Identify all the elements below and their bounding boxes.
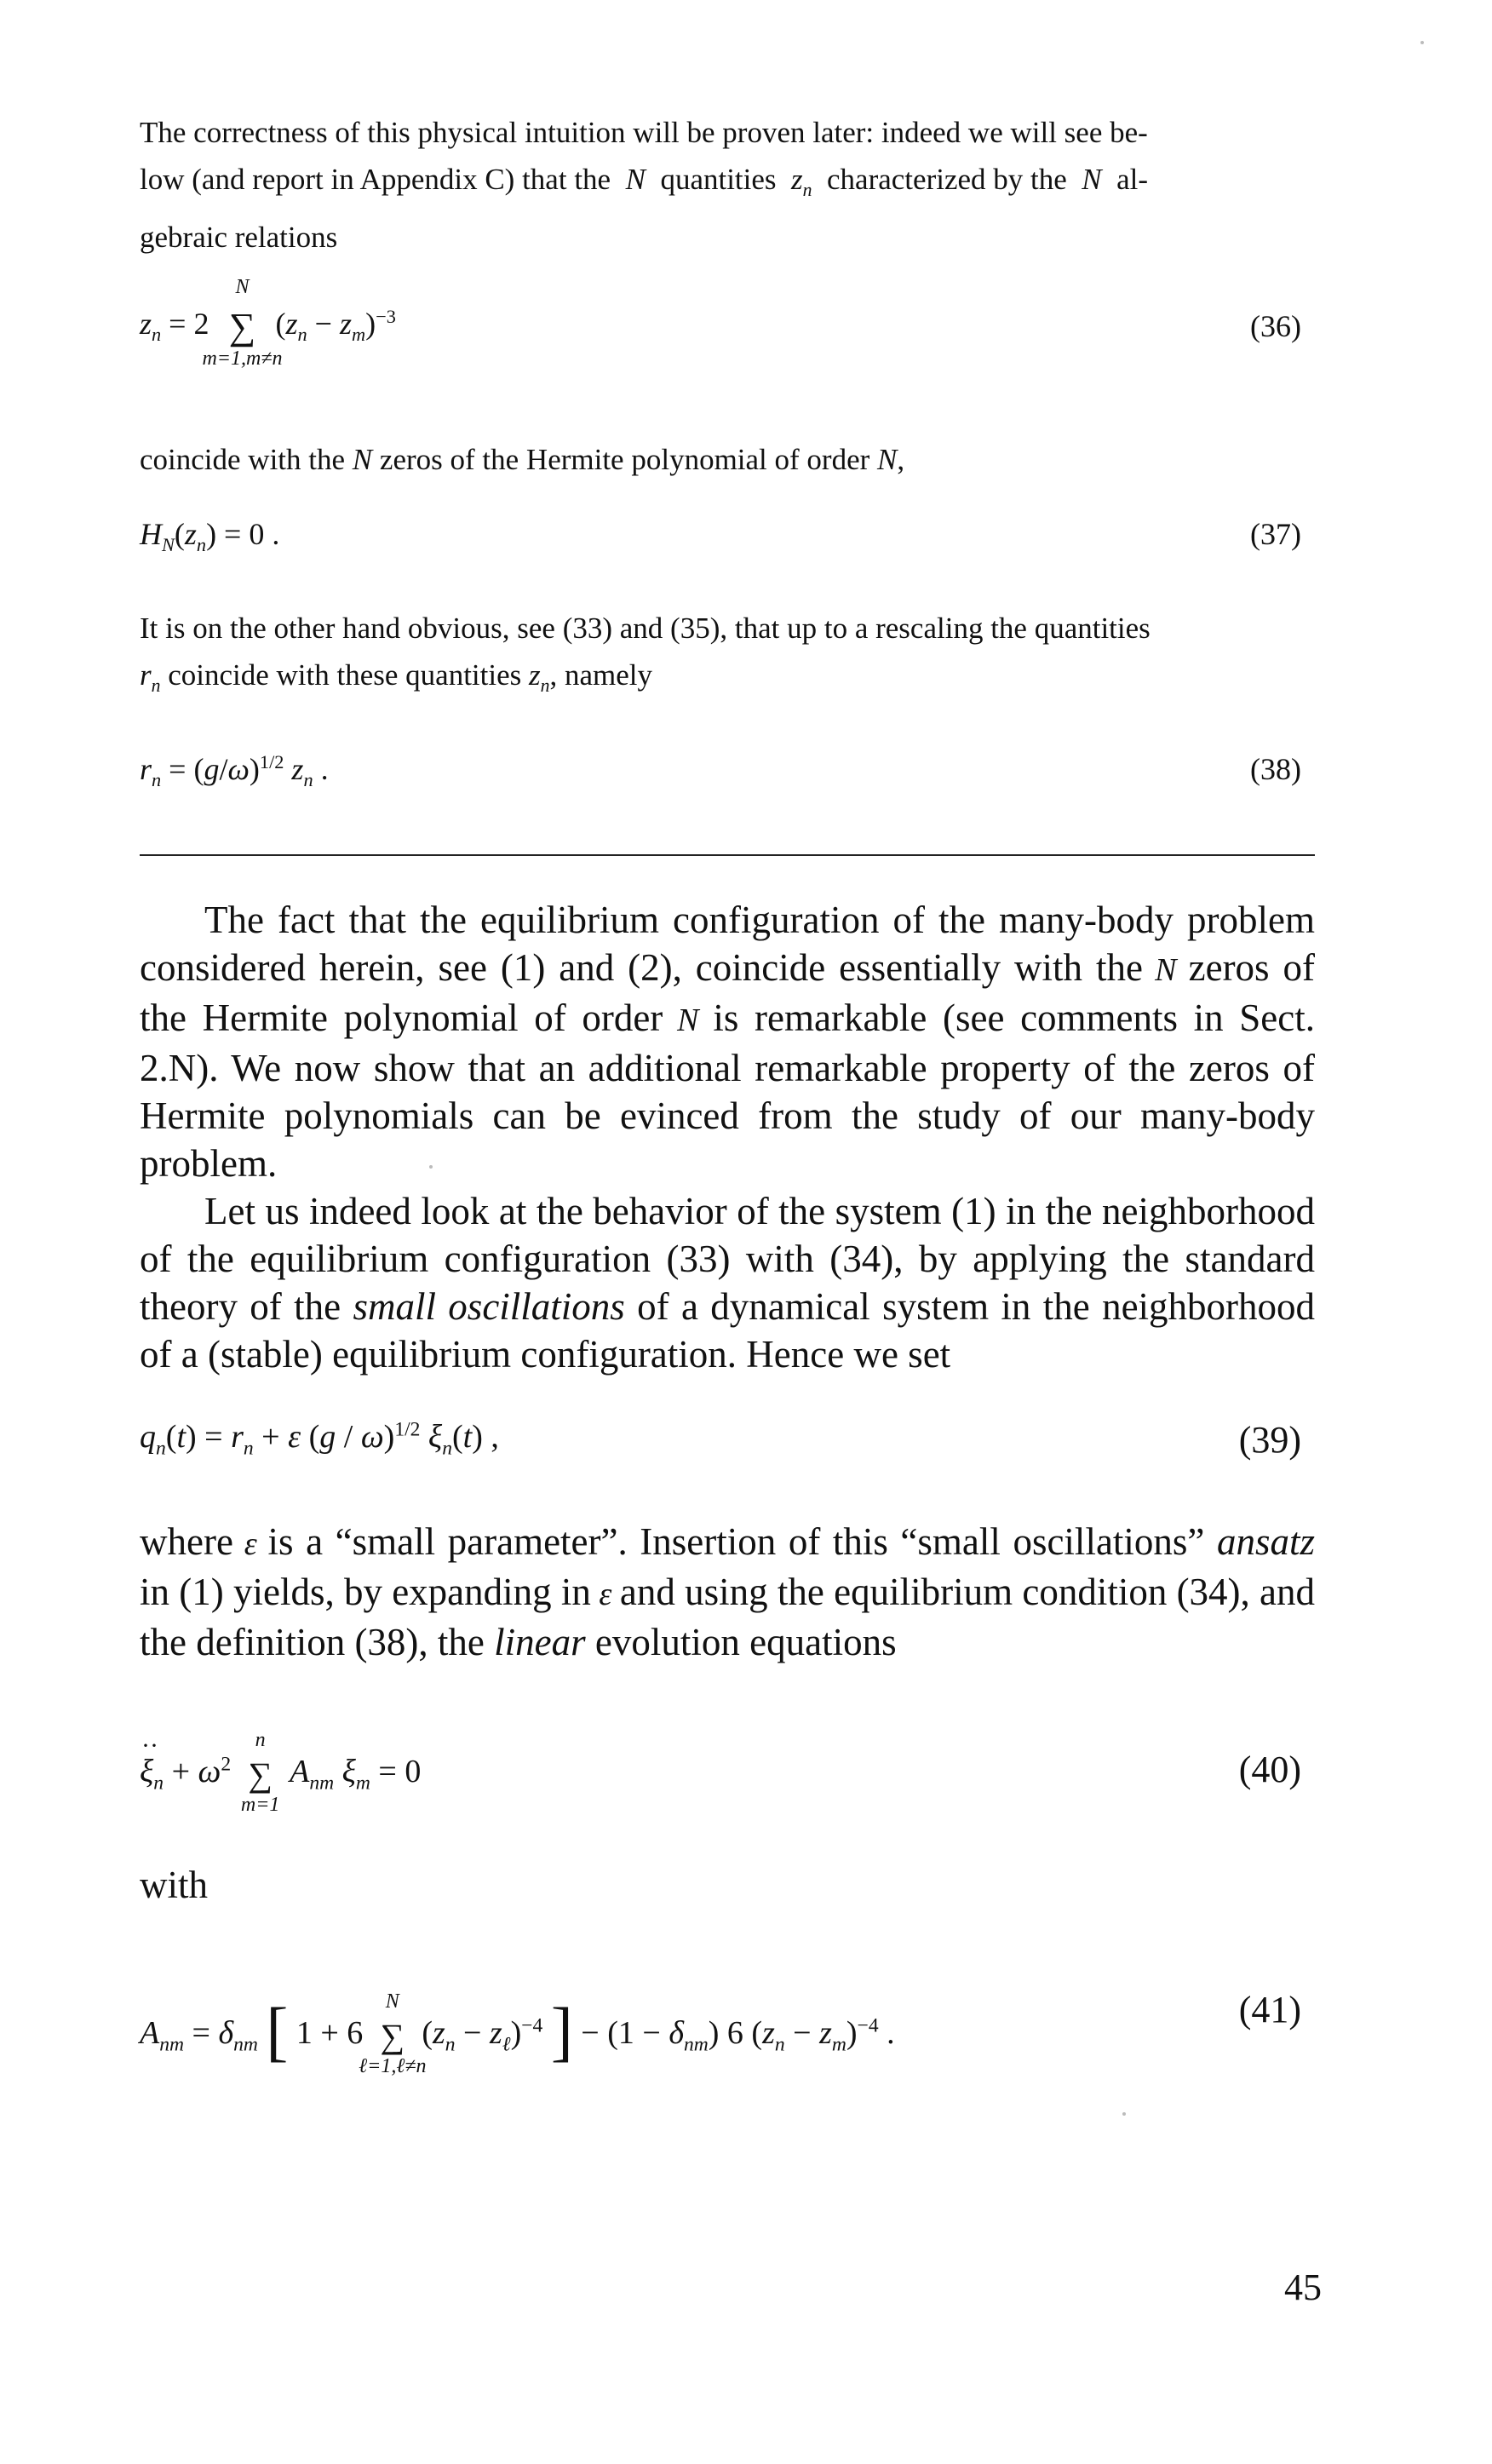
text: The fact that the equilibrium configuration of the many-body problem considered herein, see (1) and (2), coincide essentially with the: [140, 899, 1315, 989]
text: with: [140, 1864, 209, 1906]
equation-number: (39): [1238, 1419, 1301, 1461]
text: al-: [1116, 163, 1149, 196]
page-number: 45: [1284, 2266, 1322, 2308]
text: quantities: [660, 163, 777, 196]
text: in (1) yields, by expanding in: [140, 1571, 591, 1613]
equation-number: (40): [1238, 1749, 1301, 1790]
intro-paragraph: The correctness of this physical intuition will be proven later: indeed we will see be- low (and report in Appendix C) that the N quantities $z_n$ characterized by the N al- gebraic relations: [140, 116, 1149, 254]
equation-37: $H_N(z_n) = 0$ . (37): [140, 517, 1301, 556]
text: The correctness of this physical intuition will be proven later: indeed we will see be-: [140, 116, 1148, 149]
rescaling-paragraph: It is on the other hand obvious, see (33) and (35), that up to a rescaling the quantities $r_n$ coincide with these quantities $z_n$, namely: [140, 612, 1151, 696]
equation-36: $z_n = 2$ N ∑ m=1,m≠n $(z_n - z_m)^{-3}$ (36): [140, 276, 1301, 370]
text: zeros of the Hermite polynomial of order: [140, 946, 1315, 1039]
equation-number: (41): [1238, 1989, 1301, 2030]
main-paragraph-1: The fact that the equilibrium configuration of the many-body problem considered herein, see (1) and (2), coincide essentially with the N zeros of the Hermite polynomial of order N is remarkable (see comments in Sect. 2.N). We now show that an additional remarkable property of the zeros of Hermite polynomials can be evinced from the study of our many-body problem. Let us indeed look at the behavior of the system (1) in the neighborhood of the equilibrium configuration (33) with (34), by applying the standard theory of the small oscillations of a dynamical system in the neighborhood of a (stable) equilibrium configuration. Hence we set: [140, 899, 1316, 1376]
emphasis: small oscillations: [353, 1285, 625, 1328]
equation-number: (37): [1250, 517, 1301, 551]
scan-speck: [1122, 2112, 1126, 2116]
text: coincide with the: [140, 443, 346, 476]
equation-number: (38): [1250, 752, 1301, 786]
text: of a dynamical system in the neighborhood of a (stable) equilibrium configuration. Hence we set: [140, 1285, 1316, 1376]
text: gebraic relations: [140, 221, 338, 254]
text: Let us indeed look at the behavior of the system (1) in the neighborhood of the equilibrium configuration (33) with (34), by applying the standard theory of the: [140, 1190, 1315, 1328]
text: It is on the other hand obvious, see (33) and (35), that up to a rescaling the quantities: [140, 612, 1151, 645]
text: where: [140, 1520, 233, 1563]
equation-38: $r_n = (g/\omega)^{1/2}$ $z_n$ . (38): [140, 751, 1301, 791]
equation-number: (36): [1250, 309, 1301, 343]
main-paragraph-3: where ε is a “small parameter”. Insertion of this “small oscillations” ansatz in (1) yields, by expanding in ε and using the equilibrium condition (34), and the definition (38), the linear evolution equations: [140, 1520, 1316, 1663]
text: coincide with these quantities: [168, 658, 522, 692]
text: , namely: [549, 658, 652, 692]
text: zeros of the Hermite polynomial of order: [379, 443, 870, 476]
text: characterized by the: [827, 163, 1067, 196]
scan-speck: [1420, 41, 1424, 44]
text: and using the equilibrium condition (34), and the definition (38), the: [140, 1571, 1316, 1663]
emphasis: linear: [494, 1621, 586, 1663]
text: is a “small parameter”. Insertion of this “small oscillations”: [267, 1520, 1205, 1563]
equation-39: $q_n(t) = r_n + \varepsilon$ (g / ω)$^{1/2}$ $\xi_n(t)$ , (39): [140, 1418, 1301, 1461]
text: low (and report in Appendix C) that the: [140, 163, 611, 196]
text: evolution equations: [594, 1621, 897, 1663]
scan-speck: [429, 1165, 433, 1169]
section-divider: [140, 854, 1315, 856]
emphasis: ansatz: [1216, 1520, 1315, 1563]
equation-40: ξ ·· $_n + \omega^2$ n ∑ m=1 $A_{nm}$ $\xi_m = 0$ (40): [140, 1728, 1301, 1816]
with-line: [140, 1861, 1315, 1909]
hermite-paragraph: coincide with the N zeros of the Hermite polynomial of order N,: [140, 443, 905, 476]
text: is remarkable (see comments in Sect. 2.N). We now show that an additional remarkable property of the zeros of Hermite polynomials can be evinced from the study of our many-body problem.: [140, 997, 1315, 1185]
equation-41: $A_{nm} = \delta_{nm}$ [ 1 + 6 N ∑ ℓ=1,ℓ≠n $(z_n - z_\ell)^{-4}$ ] − $(1 - \delta_{nm})$ 6 $(z_n - z_m)^{-4}$ . (41): [140, 1989, 1301, 2077]
